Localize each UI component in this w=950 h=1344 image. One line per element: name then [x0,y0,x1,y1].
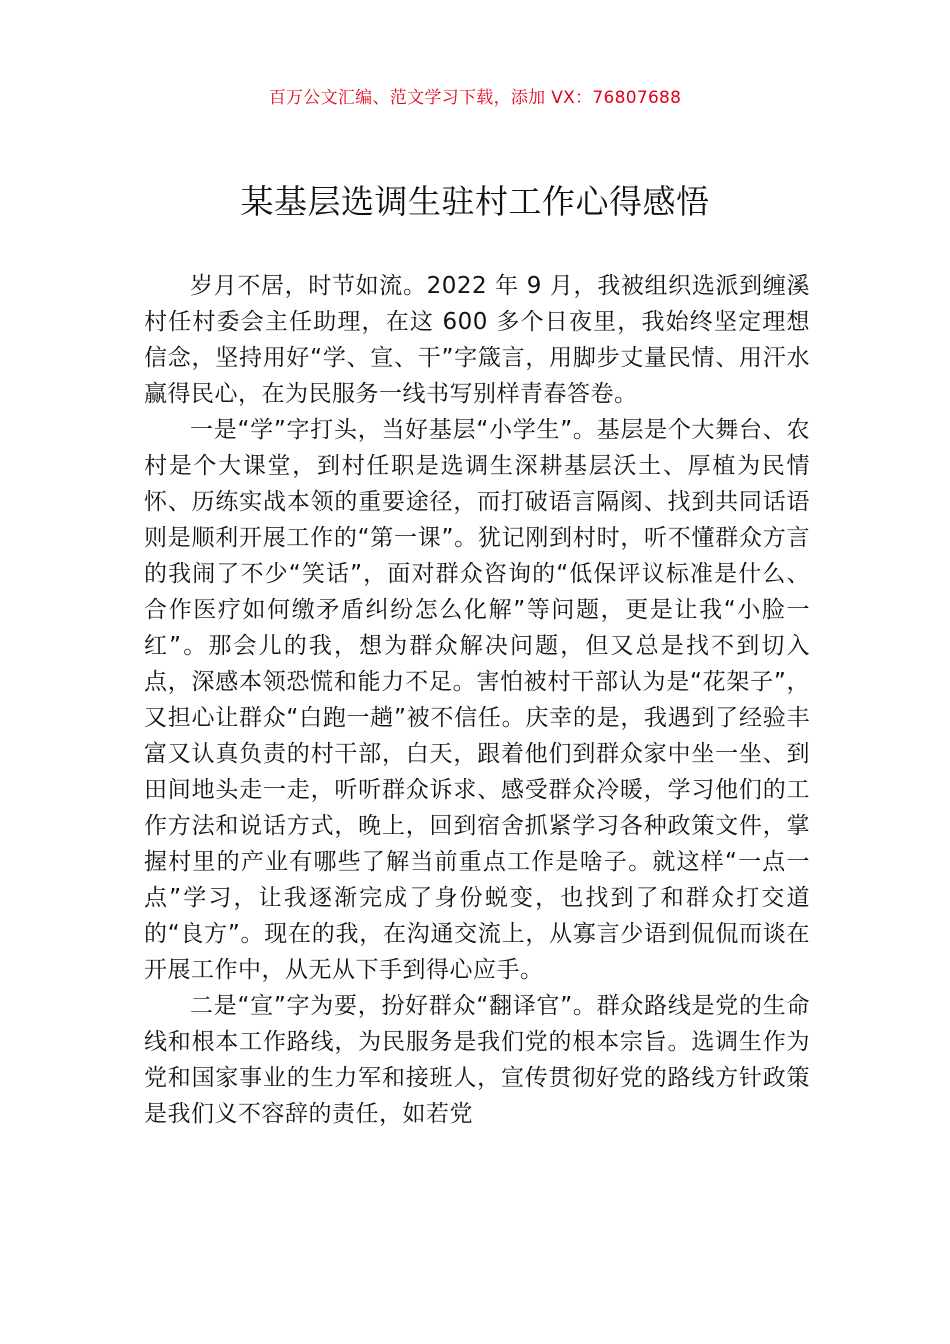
promo-banner: 百万公文汇编、范文学习下载，添加 VX：76807688 [268,88,682,108]
document-title: 某基层选调生驻村工作心得感悟 [240,182,710,221]
paragraph-study: 一是“学”字打头，当好基层“小学生”。基层是个大舞台、农村是个大课堂，到村任职是选调生深耕基层沃土、厚植为民情怀、历练实战本领的重要途径，而打破语言隔阂、找到共同话语则是顺利开展工作的“第一课”。犹记刚到村时，听不懂群众方言的我闹了不少“笑话”，面对群众咨询的“低保评议标准是什么、合作医疗如何缴矛盾纠纷怎么化解”等问题，更是让我“小脸一红”。那会儿的我，想为群众解决问题，但又总是找不到切入点，深感本领恐慌和能力不足。害怕被村干部认为是“花架子”，又担心让群众“白跑一趟”被不信任。庆幸的是，我遇到了经验丰富又认真负责的村干部，白天，跟着他们到群众家中坐一坐、到田间地头走一走，听听群众诉求、感受群众冷暖，学习他们的工作方法和说话方式，晚上，回到宿舍抓紧学习各种政策文件，掌握村里的产业有哪些了解当前重点工作是啥子。就这样“一点一点”学习，让我逐渐完成了身份蜕变，也找到了和群众打交道的“良方”。现在的我，在沟通交流上，从寡言少语到侃侃而谈在开展工作中，从无从下手到得心应手。 [144,417,810,983]
paragraph-intro: 岁月不居，时节如流。2022 年 9 月，我被组织选派到缠溪村任村委会主任助理，在这 600 多个日夜里，我始终坚定理想信念，坚持用好“学、宣、干”字箴言，用脚步丈量民情、用汗水赢得民心，在为民服务一线书写别样青春答卷。 [144,273,810,407]
paragraph-publicize: 二是“宣”字为要，扮好群众“翻译官”。群众路线是党的生命线和根本工作路线，为民服务是我们党的根本宗旨。选调生作为党和国家事业的生力军和接班人，宣传贯彻好党的路线方针政策是我们义不容辞的责任，如若党 [144,993,810,1127]
document-body [144,268,810,1208]
